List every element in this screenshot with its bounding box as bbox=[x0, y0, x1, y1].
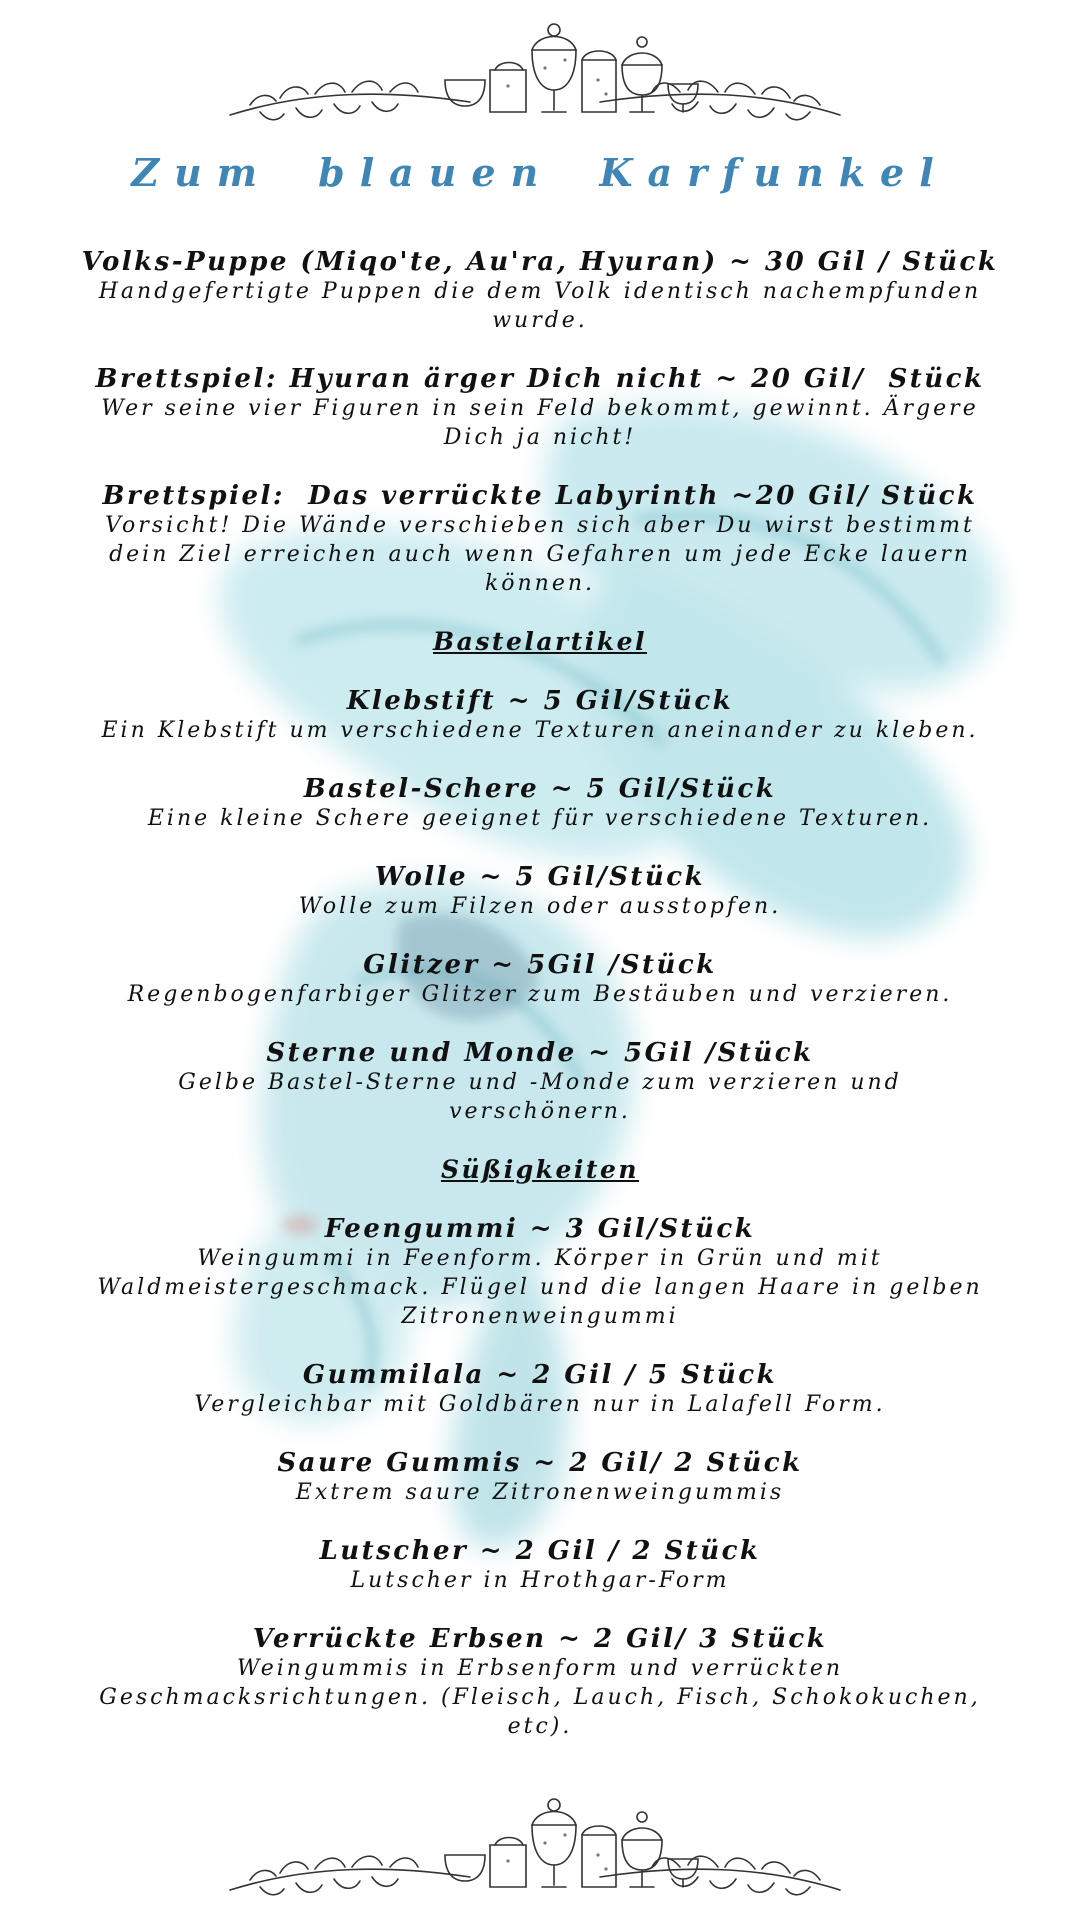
list-item bbox=[60, 686, 1020, 745]
item-description: Eine kleine Schere geeignet für verschiedene Texturen. bbox=[147, 806, 933, 831]
item-description: Gelbe Bastel-Sterne und -Monde zum verzieren und verschönern. bbox=[178, 1070, 902, 1124]
item-name: Feengummi ~ 3 Gil/Stück bbox=[324, 1214, 756, 1244]
dessert-garland-icon bbox=[220, 20, 850, 130]
item-description: Weingummi in Feenform. Körper in Grün und mit Waldmeistergeschmack. Flügel und die langen Haare in gelben Zitronenweingummi bbox=[97, 1246, 983, 1329]
item-description: Extrem saure Zitronenweingummis bbox=[295, 1480, 785, 1505]
list-item bbox=[60, 1448, 1020, 1507]
list-item bbox=[60, 247, 1020, 335]
item-name: Saure Gummis ~ 2 Gil/ 2 Stück bbox=[277, 1448, 803, 1478]
list-item bbox=[60, 1214, 1020, 1331]
item-name: Bastel-Schere ~ 5 Gil/Stück bbox=[303, 774, 777, 804]
list-item bbox=[60, 364, 1020, 452]
item-name: Verrückte Erbsen ~ 2 Gil/ 3 Stück bbox=[252, 1624, 828, 1654]
section-heading-crafts: Bastelartikel bbox=[433, 627, 647, 656]
item-description: Regenbogenfarbiger Glitzer zum Bestäuben und verzieren. bbox=[127, 982, 953, 1007]
item-name: Brettspiel: Hyuran ärger Dich nicht ~ 20 Gil/ Stück bbox=[95, 364, 985, 394]
list-item bbox=[60, 1536, 1020, 1595]
list-item bbox=[60, 1360, 1020, 1419]
list-item bbox=[60, 774, 1020, 833]
item-description: Handgefertigte Puppen die dem Volk identisch nachempfunden wurde. bbox=[98, 279, 982, 333]
item-name: Gummilala ~ 2 Gil / 5 Stück bbox=[302, 1360, 778, 1390]
section-heading-sweets: Süßigkeiten bbox=[440, 1155, 640, 1184]
list-item bbox=[60, 1624, 1020, 1741]
item-description: Ein Klebstift um verschiedene Texturen aneinander zu kleben. bbox=[101, 718, 979, 743]
item-description: Weingummis in Erbsenform und verrückten Geschmacksrichtungen. (Fleisch, Lauch, Fisch, Schokokuchen, etc). bbox=[99, 1656, 981, 1739]
item-name: Glitzer ~ 5Gil /Stück bbox=[363, 950, 717, 980]
item-description: Vergleichbar mit Goldbären nur in Lalafell Form. bbox=[194, 1392, 886, 1417]
item-description: Wolle zum Filzen oder ausstopfen. bbox=[298, 894, 782, 919]
item-description: Lutscher in Hrothgar-Form bbox=[350, 1568, 730, 1593]
list-item bbox=[60, 1038, 1020, 1126]
item-description: Vorsicht! Die Wände verschieben sich aber Du wirst bestimmt dein Ziel erreichen auch wenn Gefahren um jede Ecke lauern können. bbox=[105, 513, 975, 596]
item-name: Volks-Puppe (Miqo'te, Au'ra, Hyuran) ~ 30 Gil / Stück bbox=[81, 247, 999, 277]
menu-content bbox=[60, 140, 1020, 1770]
item-name: Brettspiel: Das verrückte Labyrinth ~20 Gil/ Stück bbox=[102, 481, 978, 511]
item-name: Klebstift ~ 5 Gil/Stück bbox=[346, 686, 734, 716]
item-description: Wer seine vier Figuren in sein Feld bekommt, gewinnt. Ärgere Dich ja nicht! bbox=[101, 396, 979, 450]
dessert-garland-icon bbox=[220, 1795, 850, 1905]
item-name: Wolle ~ 5 Gil/Stück bbox=[374, 862, 706, 892]
list-item bbox=[60, 950, 1020, 1009]
page-title: Zum blauen Karfunkel bbox=[131, 150, 949, 195]
list-item bbox=[60, 481, 1020, 598]
item-name: Lutscher ~ 2 Gil / 2 Stück bbox=[319, 1536, 761, 1566]
item-name: Sterne und Monde ~ 5Gil /Stück bbox=[266, 1038, 814, 1068]
list-item bbox=[60, 862, 1020, 921]
